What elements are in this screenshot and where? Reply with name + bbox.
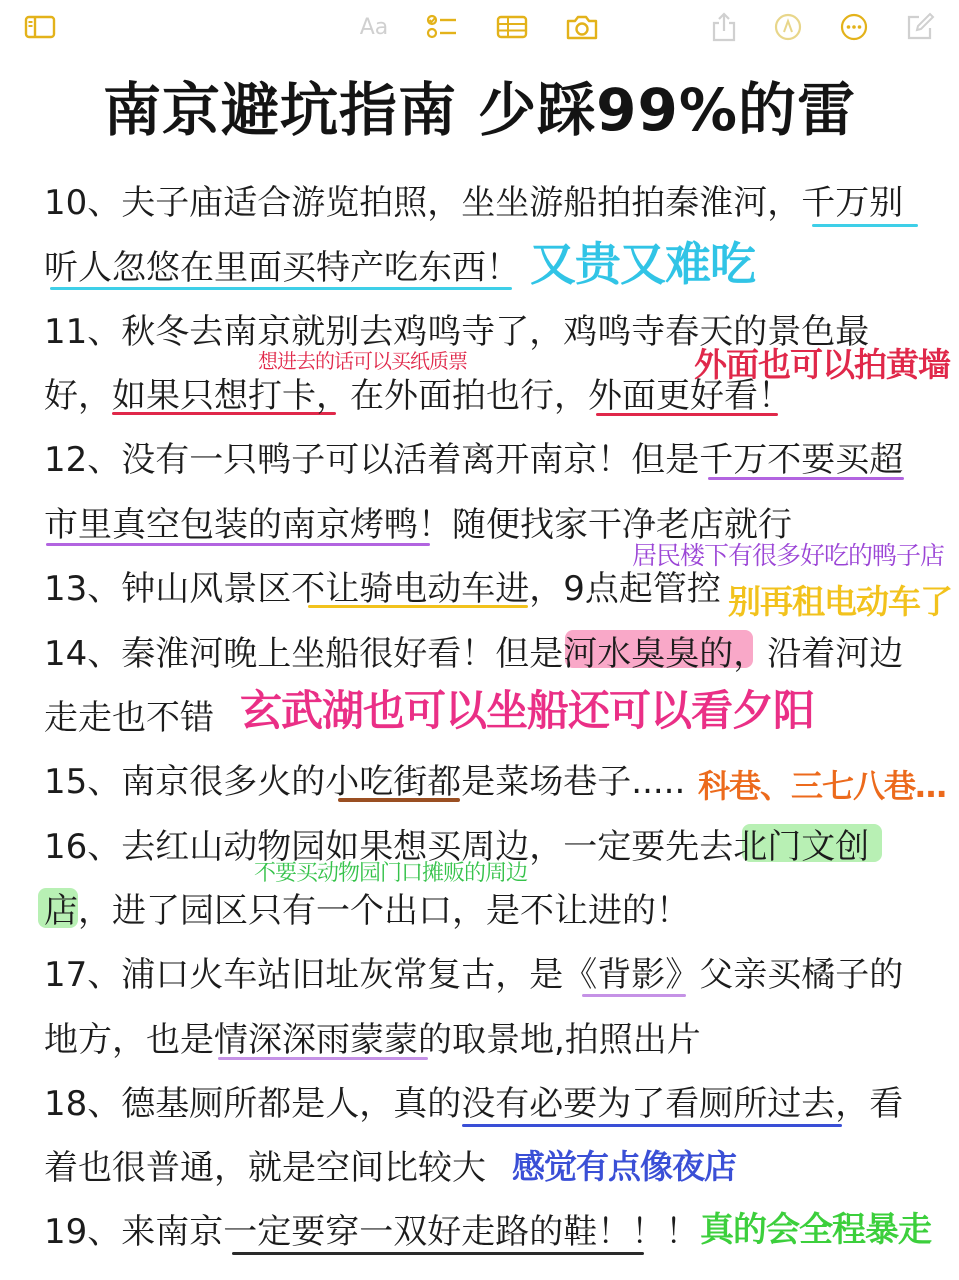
text-format-icon[interactable] [354,10,394,44]
camera-icon[interactable] [564,10,600,44]
annotation-no-ebike: 别再租电动车了 [728,582,952,621]
checklist-icon[interactable] [424,10,460,44]
note-line: 11、秋冬去南京就别去鸡鸣寺了，鸡鸣寺春天的景色最 [44,312,870,352]
note-line: 15、南京很多火的小吃街都是菜场巷子..... [44,762,686,802]
note-line: 地方，也是情深深雨蒙蒙的取景地,拍照出片 [44,1020,701,1060]
note-line: 市里真空包装的南京烤鸭！随便找家干净老店就行 [44,505,792,545]
note-line: 13、钟山风景区不让骑电动车进，9点起管控 [44,569,721,609]
annotation-yellow-wall: 外面也可以拍黄墙 [694,345,950,384]
note-line: 19、来南京一定要穿一双好走路的鞋！！！ [44,1212,700,1252]
compose-icon[interactable] [902,10,938,44]
annotation-nightclub: 感觉有点像夜店 [512,1147,736,1186]
table-icon[interactable] [494,10,530,44]
annotation-walk-all-day: 真的会全程暴走 [700,1210,931,1250]
annotation-duck-shops: 居民楼下有很多好吃的鸭子店 [632,541,945,570]
notes-toolbar [0,0,959,56]
note-line: 听人忽悠在里面买特产吃东西！ [44,248,520,288]
more-icon[interactable] [836,10,872,44]
annotation-zoo-vendors: 不要买动物园门口摊贩的周边 [254,861,528,886]
note-title: 南京避坑指南 少踩99%的雷 [102,76,857,144]
share-icon[interactable] [706,10,742,44]
text-format-label: Aa [359,14,389,40]
sidebar-icon[interactable] [22,10,58,44]
annotation-paper-ticket: 想进去的话可以买纸质票 [258,349,467,373]
note-line: 好，如果只想打卡，在外面拍也行，外面更好看！ [44,376,792,416]
note-line: 18、德基厕所都是人，真的没有必要为了看厕所过去，看 [44,1084,904,1124]
annotation-alleys: 科巷、三七八巷… [698,767,947,805]
annotation-xuanwu-lake: 玄武湖也可以坐船还可以看夕阳 [240,686,815,735]
note-line: 10、夫子庙适合游览拍照，坐坐游船拍拍秦淮河，千万别 [44,183,904,223]
note-line: 店，进了园区只有一个出口，是不让进的！ [44,891,690,931]
note-line: 14、秦淮河晚上坐船很好看！但是河水臭臭的，沿着河边 [44,634,904,674]
note-line: 17、浦口火车站旧址灰常复古，是《背影》父亲买橘子的 [44,955,904,995]
note-line: 走走也不错 [44,698,214,738]
note-line: 16、去红山动物园如果想买周边，一定要先去北门文创 [44,827,870,867]
note-line: 着也很普通，就是空间比较大 [44,1148,486,1188]
note-line: 12、没有一只鸭子可以活着离开南京！但是千万不要买超 [44,440,904,480]
annotation-expensive: 又贵又难吃 [530,237,755,291]
markup-icon[interactable] [770,10,806,44]
